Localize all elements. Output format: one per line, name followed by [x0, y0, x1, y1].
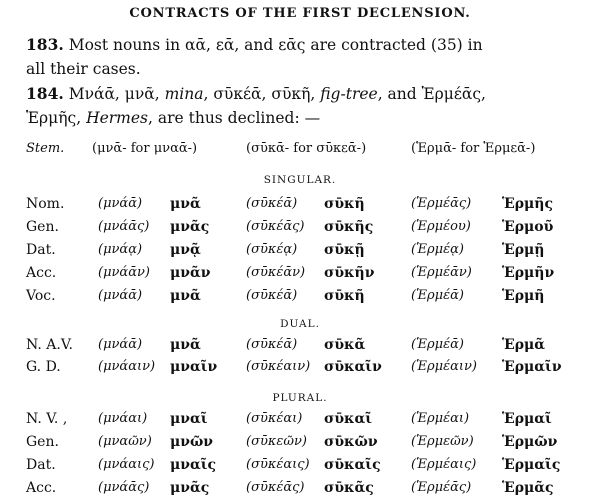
uncontracted-form: (μναῶν)	[98, 434, 152, 449]
uncontracted-form: (σῡκέᾱ)	[246, 196, 298, 211]
uncontracted-form: (μνάαι)	[98, 411, 148, 426]
stem-herma: (Ἑρμᾱ- for Ἑρμεᾱ-)	[411, 141, 536, 156]
contracted-form: μνᾶ	[170, 196, 201, 212]
uncontracted-form: (μνάᾱς)	[98, 480, 150, 495]
case-label: Nom.	[26, 196, 65, 212]
contracted-form: σῡκῇ	[324, 242, 365, 258]
uncontracted-form: (μνάᾳ)	[98, 242, 143, 257]
paragraph-184	[26, 82, 582, 130]
uncontracted-form: (σῡκέᾱ)	[246, 288, 298, 303]
uncontracted-form: (Ἑρμέᾱς)	[411, 480, 472, 495]
contracted-form: μνᾶ	[170, 337, 201, 353]
contracted-form: μναῖς	[170, 457, 217, 473]
uncontracted-form: (μνάαιν)	[98, 359, 156, 374]
uncontracted-form: (μνάαις)	[98, 457, 155, 472]
contracted-form: Ἑρμαῖ	[502, 411, 552, 427]
contracted-form: σῡκῶν	[324, 434, 378, 450]
contracted-form: μναῖν	[170, 359, 218, 375]
paragraph-text: , σῡκέᾱ, σῡκῆ,	[203, 85, 321, 103]
case-label: Gen.	[26, 219, 59, 235]
uncontracted-form: (σῡκέᾱς)	[246, 480, 305, 495]
contracted-form: σῡκῆ	[324, 288, 365, 304]
contracted-form: σῡκᾶ	[324, 337, 366, 353]
uncontracted-form: (Ἑρμέᾳ)	[411, 242, 464, 257]
paragraph-text: Most nouns in αᾱ, εᾱ, and εᾱς are contracted (35) in	[63, 36, 483, 54]
contracted-form: σῡκῆς	[324, 219, 374, 235]
uncontracted-form: (Ἑρμέαις)	[411, 457, 477, 472]
contracted-form: σῡκαῖ	[324, 411, 373, 427]
paragraph-text: , and Ἑρμέᾱς,	[377, 85, 486, 103]
uncontracted-form: (σῡκέαις)	[246, 457, 310, 472]
paragraph-text: all their cases.	[26, 60, 141, 78]
uncontracted-form: (Ἑρμεῶν)	[411, 434, 474, 449]
uncontracted-form: (μνάᾱ)	[98, 288, 143, 303]
contracted-form: Ἑρμῆν	[502, 265, 555, 281]
page-title: CONTRACTS OF THE FIRST DECLENSION.	[129, 6, 471, 21]
uncontracted-form: (σῡκέᾳ)	[246, 242, 298, 257]
uncontracted-form: (μνάᾱς)	[98, 219, 150, 234]
paragraph-text: Μνάᾱ, μνᾶ,	[63, 85, 165, 103]
stem-label: Stem.	[26, 141, 65, 156]
contracted-form: σῡκαῖς	[324, 457, 381, 473]
stem-syka: (σῡκᾱ- for σῡκεᾱ-)	[246, 141, 367, 156]
uncontracted-form: (σῡκέᾱν)	[246, 265, 306, 280]
stem-mna: (μνᾱ- for μναᾱ-)	[92, 141, 198, 156]
contracted-form: μνᾷ	[170, 242, 201, 258]
contracted-form: Ἑρμῇ	[502, 242, 545, 258]
table-row	[0, 219, 600, 239]
contracted-form: μνᾶ	[170, 288, 201, 304]
contracted-form: σῡκᾶς	[324, 480, 374, 496]
case-label: G. D.	[26, 359, 61, 375]
uncontracted-form: (Ἑρμέου)	[411, 219, 471, 234]
gloss-text: fig-tree	[320, 85, 378, 103]
section-dual: DUAL.	[280, 318, 320, 330]
section-singular: SINGULAR.	[263, 174, 337, 186]
table-row	[0, 242, 600, 262]
uncontracted-form: (σῡκεῶν)	[246, 434, 307, 449]
uncontracted-form: (Ἑρμέᾱν)	[411, 265, 472, 280]
case-label: N. A.V.	[26, 337, 73, 353]
case-label: Dat.	[26, 457, 56, 473]
paragraph-text: , are thus declined: —	[148, 109, 321, 127]
table-row	[0, 288, 600, 308]
contracted-form: Ἑρμῆς	[502, 196, 553, 212]
case-label: Voc.	[26, 288, 56, 304]
uncontracted-form: (Ἑρμέαιν)	[411, 359, 477, 374]
table-row	[0, 411, 600, 431]
contracted-form: Ἑρμᾶς	[502, 480, 554, 496]
table-row	[0, 359, 600, 379]
uncontracted-form: (σῡκέαιν)	[246, 359, 311, 374]
contracted-form: μναῖ	[170, 411, 208, 427]
table-row	[0, 196, 600, 216]
contracted-form: Ἑρμῶν	[502, 434, 558, 450]
paragraph-183	[26, 33, 582, 81]
uncontracted-form: (σῡκέαι)	[246, 411, 303, 426]
table-row	[0, 457, 600, 477]
contracted-form: Ἑρμοῦ	[502, 219, 554, 235]
uncontracted-form: (Ἑρμέαι)	[411, 411, 470, 426]
contracted-form: σῡκῆ	[324, 196, 365, 212]
contracted-form: σῡκαῖν	[324, 359, 382, 375]
contracted-form: Ἑρμαῖν	[502, 359, 562, 375]
case-label: Acc.	[26, 480, 57, 496]
uncontracted-form: (μνάᾱν)	[98, 265, 150, 280]
uncontracted-form: (Ἑρμέᾱ)	[411, 337, 464, 352]
contracted-form: μνᾶς	[170, 219, 210, 235]
contracted-form: σῡκῆν	[324, 265, 375, 281]
uncontracted-form: (Ἑρμέᾱ)	[411, 288, 464, 303]
case-label: N. V. ,	[26, 411, 68, 427]
uncontracted-form: (σῡκέᾱ)	[246, 337, 298, 352]
uncontracted-form: (σῡκέᾱς)	[246, 219, 305, 234]
uncontracted-form: (μνάᾱ)	[98, 196, 143, 211]
contracted-form: μνῶν	[170, 434, 214, 450]
table-row	[0, 337, 600, 357]
case-label: Acc.	[26, 265, 57, 281]
gloss-text: Hermes	[86, 109, 148, 127]
paragraph-number: 184.	[26, 84, 64, 103]
paragraph-text: Ἑρμῆς,	[26, 109, 87, 127]
contracted-form: μνᾶν	[170, 265, 211, 281]
case-label: Gen.	[26, 434, 59, 450]
uncontracted-form: (Ἑρμέᾱς)	[411, 196, 472, 211]
contracted-form: μνᾶς	[170, 480, 210, 496]
contracted-form: Ἑρμῆ	[502, 288, 545, 304]
contracted-form: Ἑρμαῖς	[502, 457, 561, 473]
table-row	[0, 265, 600, 285]
gloss-text: mina	[164, 85, 204, 103]
paragraph-number: 183.	[26, 35, 64, 54]
contracted-form: Ἑρμᾶ	[502, 337, 546, 353]
table-row	[0, 434, 600, 454]
uncontracted-form: (μνάᾱ)	[98, 337, 143, 352]
section-plural: PLURAL.	[272, 392, 328, 404]
case-label: Dat.	[26, 242, 56, 258]
table-row	[0, 480, 600, 500]
